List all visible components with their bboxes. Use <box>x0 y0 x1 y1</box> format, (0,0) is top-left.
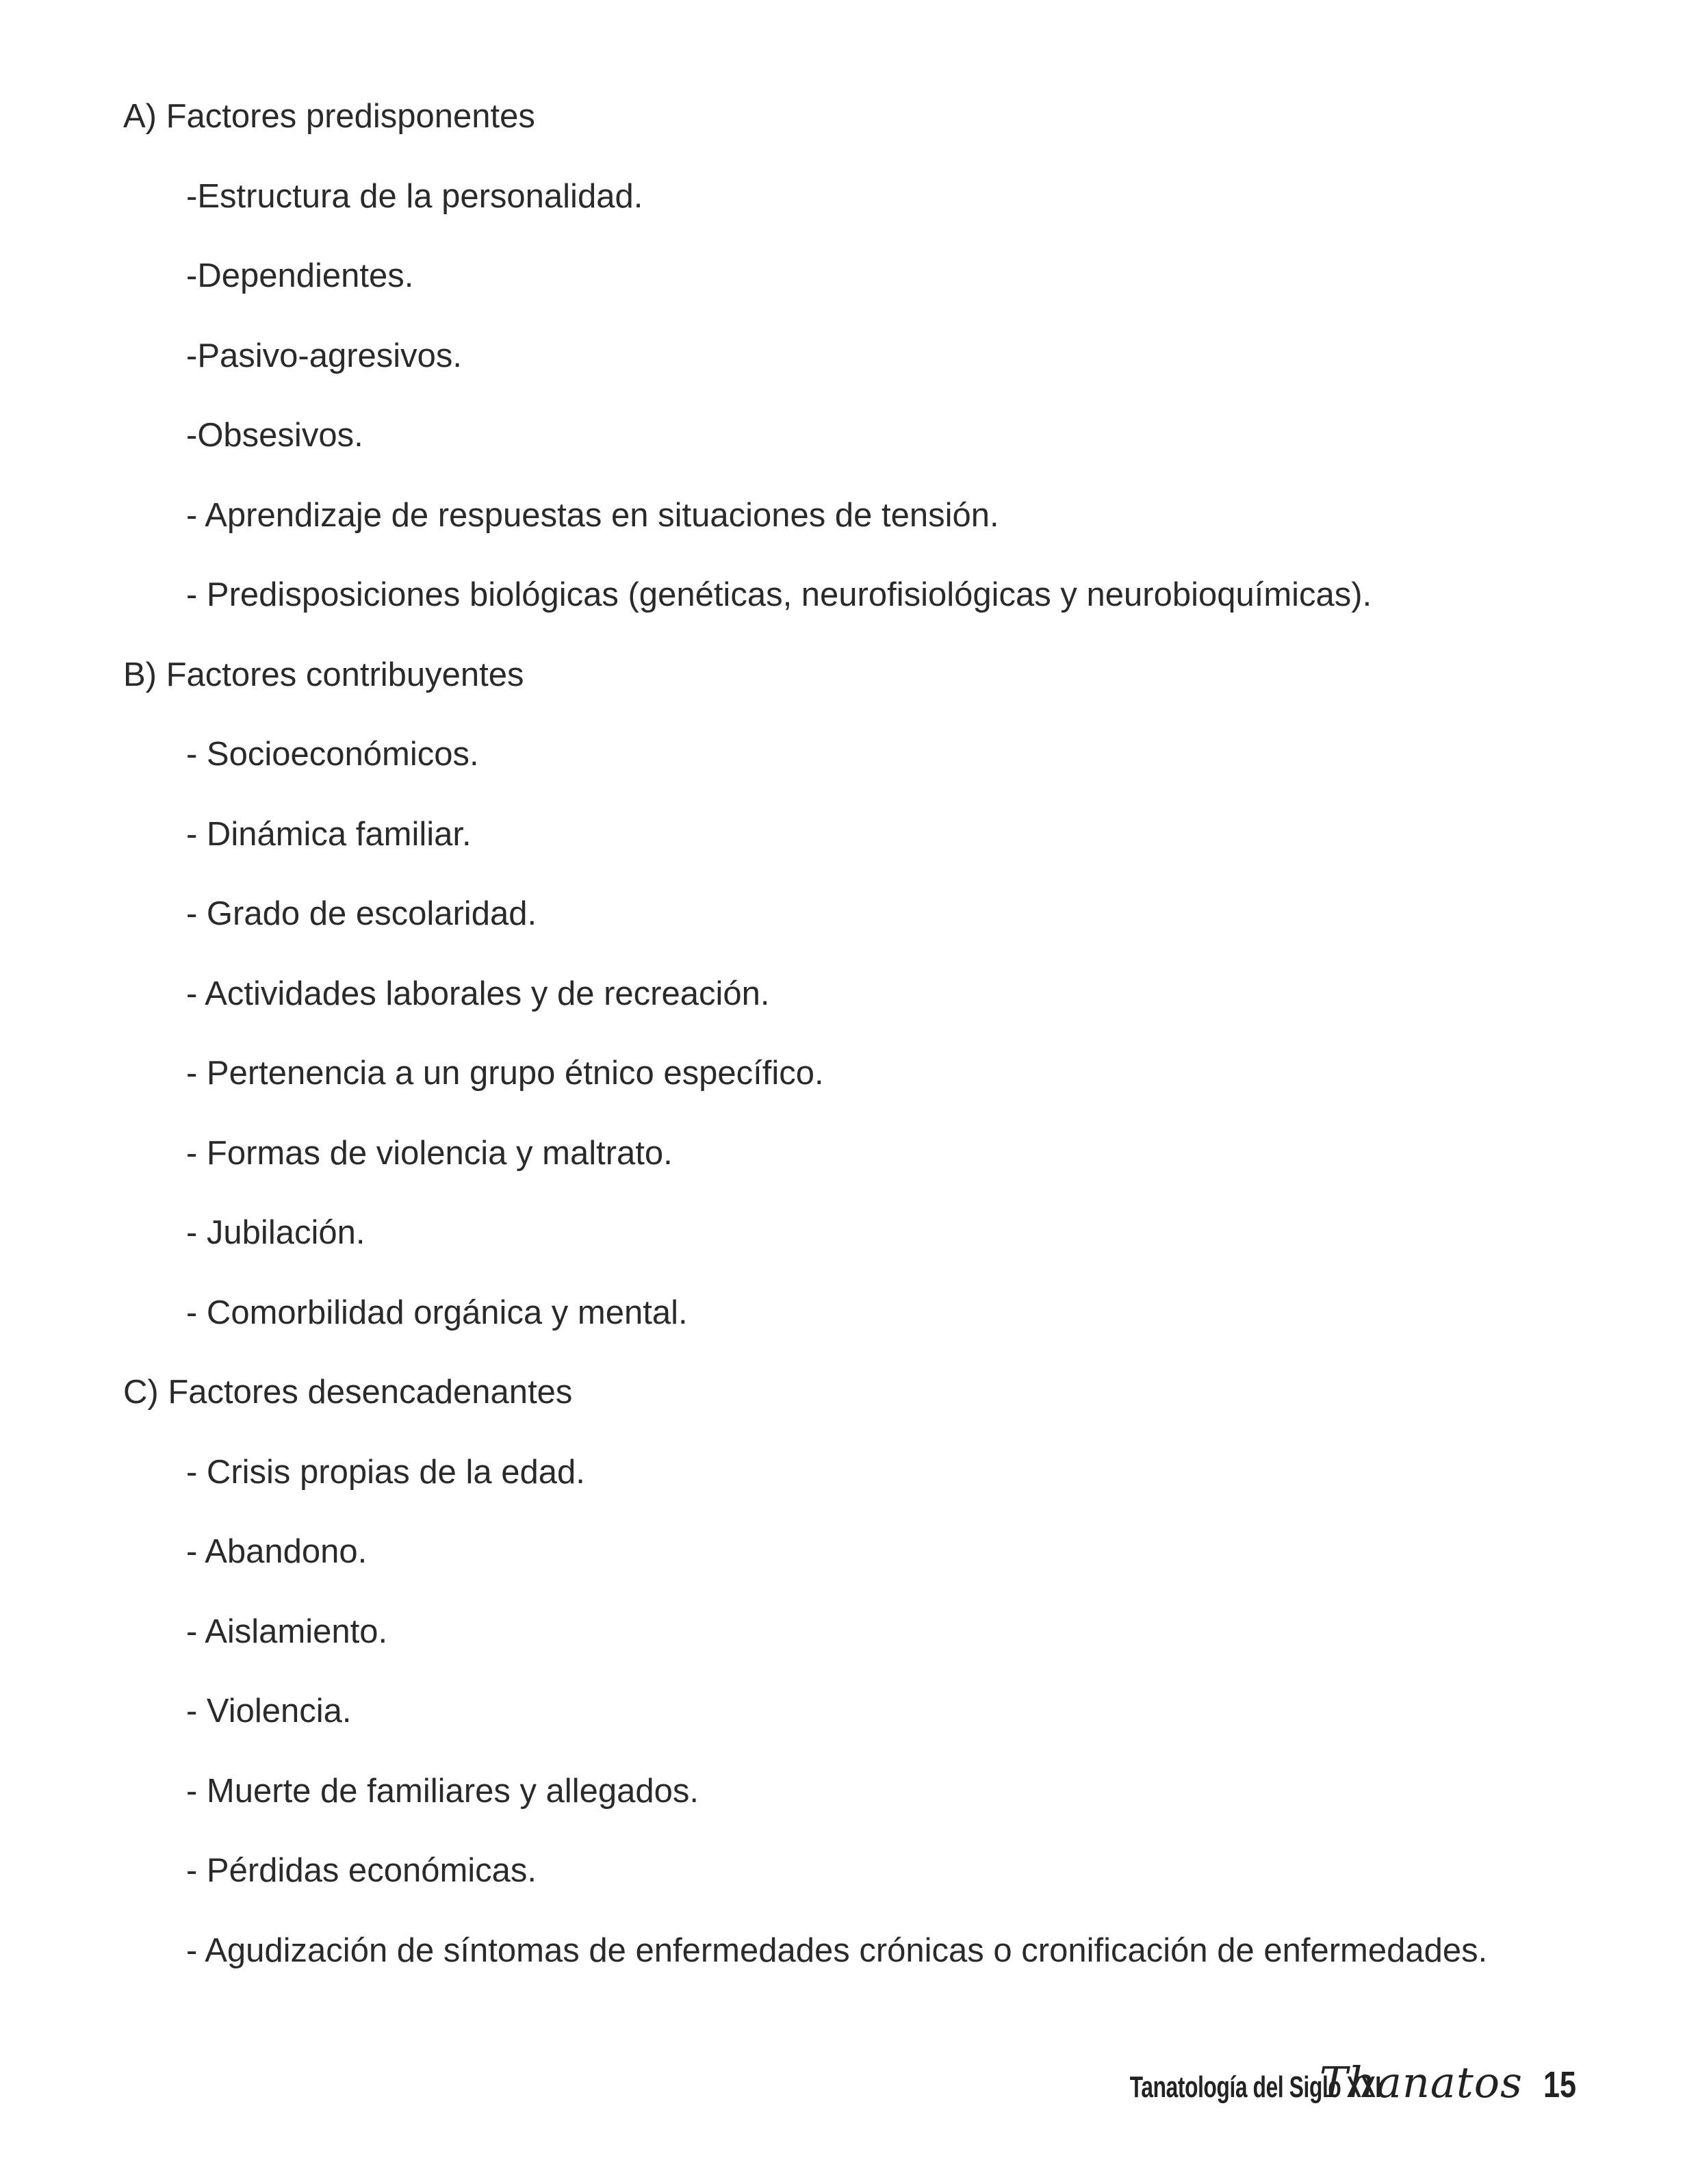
list-item: - Actividades laborales y de recreación. <box>186 975 770 1012</box>
section-desencadenantes <box>123 1352 1595 1990</box>
list-item: - Crisis propias de la edad. <box>186 1453 585 1491</box>
list-item: - Pérdidas económicas. <box>186 1852 537 1889</box>
list-item: -Pasivo-agresivos. <box>186 337 463 374</box>
page-footer <box>1032 2057 1576 2112</box>
list-item: - Grado de escolaridad. <box>186 895 537 932</box>
list-item: - Jubilación. <box>186 1214 365 1251</box>
section-heading: A) Factores predisponentes <box>123 98 535 135</box>
section-predisponentes <box>123 77 1595 635</box>
list-item: - Aislamiento. <box>186 1613 388 1650</box>
page-number: 15 <box>1543 2064 1576 2105</box>
list-item: - Formas de violencia y maltrato. <box>186 1134 673 1172</box>
list-item: - Dinámica familiar. <box>186 815 472 853</box>
list-item: -Dependientes. <box>186 257 414 294</box>
list-item: - Comorbilidad orgánica y mental. <box>186 1294 688 1331</box>
list-item: - Agudización de síntomas de enfermedades crónicas o cronificación de enfermedades. <box>186 1931 1488 1969</box>
list-item: - Pertenencia a un grupo étnico específico. <box>186 1055 824 1092</box>
footer-publication-title: Tanatología del Siglo XXI <box>1129 2070 1381 2104</box>
section-heading: C) Factores desencadenantes <box>123 1374 573 1411</box>
list-item: - Violencia. <box>186 1693 352 1730</box>
section-heading: B) Factores contribuyentes <box>123 656 524 693</box>
section-contribuyentes <box>123 635 1595 1353</box>
list-item: - Muerte de familiares y allegados. <box>186 1772 699 1810</box>
list-item: - Predisposiciones biológicas (genéticas, neurofisiológicas y neurobioquímicas). <box>186 576 1372 613</box>
list-item: - Socioeconómicos. <box>186 736 479 773</box>
list-item: -Obsesivos. <box>186 417 363 454</box>
list-item: - Abandono. <box>186 1533 368 1570</box>
document-body <box>123 77 1595 1990</box>
footer-brand-logo: Thanatos <box>1319 2057 1523 2107</box>
list-item: - Aprendizaje de respuestas en situaciones de tensión. <box>186 496 999 534</box>
list-item: -Estructura de la personalidad. <box>186 177 643 215</box>
